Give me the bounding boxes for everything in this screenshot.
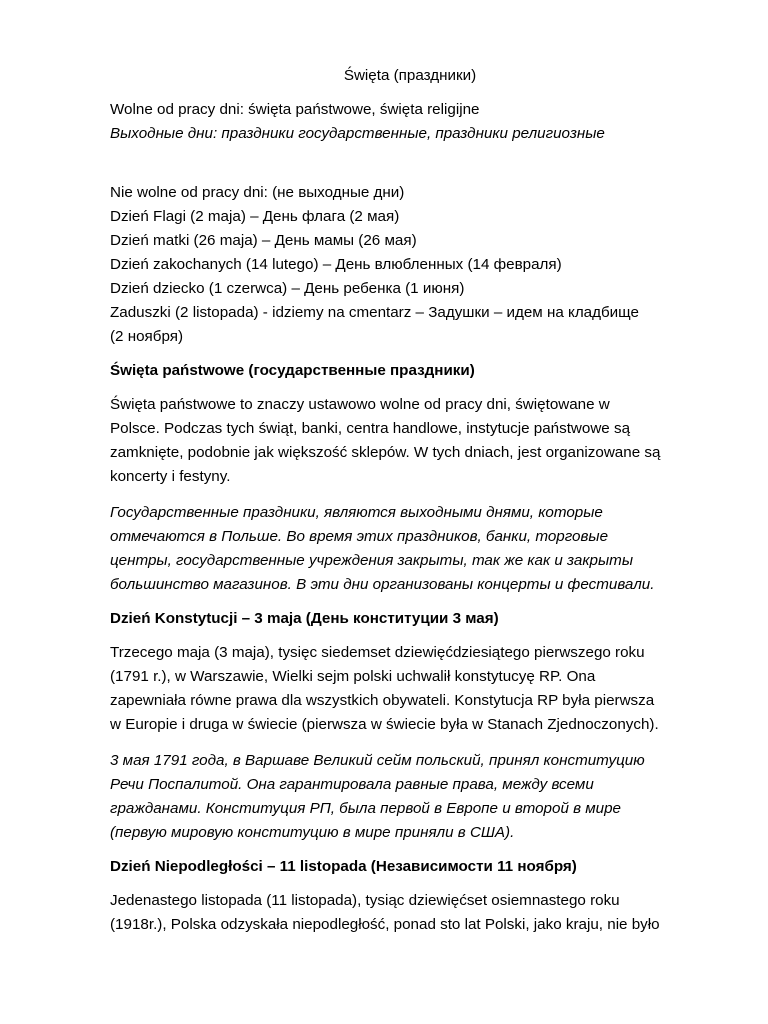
- paragraph-line: w Europie i druga w świecie (pierwsza w świecie była w Stanach Zjednoczonych).: [110, 716, 659, 733]
- list-item: (2 ноября): [110, 328, 184, 345]
- paragraph-line: большинство магазинов. В эти дни организованы концерты и фестивали.: [110, 576, 655, 593]
- paragraph-line: гражданами. Конституция РП, была первой в Европе и второй в мире: [110, 800, 622, 817]
- paragraph-line: (1791 r.), w Warszawie, Wielki sejm polski uchwalił konstytucyę RP. Ona: [110, 668, 596, 685]
- paragraph-line: Święta państwowe to znaczy ustawowo wolne od pracy dni, świętowane w: [110, 396, 610, 413]
- paragraph-line: zapewniała równe prawa dla wszystkich obywateli. Konstytucja RP była pierwsza: [110, 692, 655, 709]
- intro-ru: Выходные дни: праздники государственные, праздники религиозные: [110, 125, 605, 142]
- paragraph-line: (1918r.), Polska odzyskała niepodległość, ponad sto lat Polski, jako kraju, nie było: [110, 916, 660, 933]
- paragraph-line: Jedenastego listopada (11 listopada), tysiąc dziewięćset osiemnastego roku: [110, 892, 620, 909]
- list-item: Zaduszki (2 listopada) - idziemy na cmentarz – Задушки – идем на кладбище: [110, 304, 639, 321]
- paragraph-line: Polsce. Podczas tych świąt, banki, centra handlowe, instytucje państwowe są: [110, 420, 631, 437]
- paragraph-line: Государственные праздники, являются выходными днями, которые: [110, 504, 603, 521]
- intro-pl: Wolne od pracy dni: święta państwowe, święta religijne: [110, 101, 480, 118]
- section-heading-independence: Dzień Niepodległości – 11 listopada (Независимости 11 ноября): [110, 858, 577, 875]
- state-holidays-pl: [110, 393, 710, 489]
- non-free-days-block: [110, 181, 710, 349]
- paragraph-line: (первую мировую конституцию в мире приняли в США).: [110, 824, 515, 841]
- list-item: Dzień dziecko (1 czerwca) – День ребенка (1 июня): [110, 280, 465, 297]
- paragraph-line: 3 мая 1791 года, в Варшаве Великий сейм польский, принял конституцию: [110, 752, 645, 769]
- paragraph-line: Речи Поспалитой. Она гарантировала равные права, между всеми: [110, 776, 594, 793]
- state-holidays-ru: [110, 501, 710, 597]
- document-title: Święta (праздники): [343, 67, 477, 84]
- paragraph-line: центры, государственные учреждения закрыты, так же как и закрыты: [110, 552, 634, 569]
- non-free-heading: Nie wolne od pracy dni: (не выходные дни): [110, 184, 405, 201]
- paragraph-line: отмечаются в Польше. Во время этих праздников, банки, торговые: [110, 528, 609, 545]
- paragraph-line: Trzecego maja (3 maja), tysięc siedemset dziewięćdziesiątego pierwszego roku: [110, 644, 645, 661]
- independence-pl: [110, 889, 710, 937]
- section-heading-constitution: Dzień Konstytucji – 3 maja (День конституции 3 мая): [110, 610, 499, 627]
- list-item: Dzień Flagi (2 maja) – День флага (2 мая): [110, 208, 400, 225]
- constitution-ru: [110, 749, 710, 845]
- document-page: [110, 64, 710, 937]
- list-item: Dzień matki (26 maja) – День мамы (26 мая): [110, 232, 417, 249]
- paragraph-line: zamknięte, podobnie jak większość sklepów. W tych dniach, jest organizowane są: [110, 444, 661, 461]
- list-item: Dzień zakochanych (14 lutego) – День влюбленных (14 февраля): [110, 256, 562, 273]
- section-heading-state-holidays: Święta państwowe (государственные праздники): [110, 362, 475, 379]
- paragraph-line: koncerty i festyny.: [110, 468, 231, 485]
- intro-block: [110, 98, 710, 146]
- constitution-pl: [110, 641, 710, 737]
